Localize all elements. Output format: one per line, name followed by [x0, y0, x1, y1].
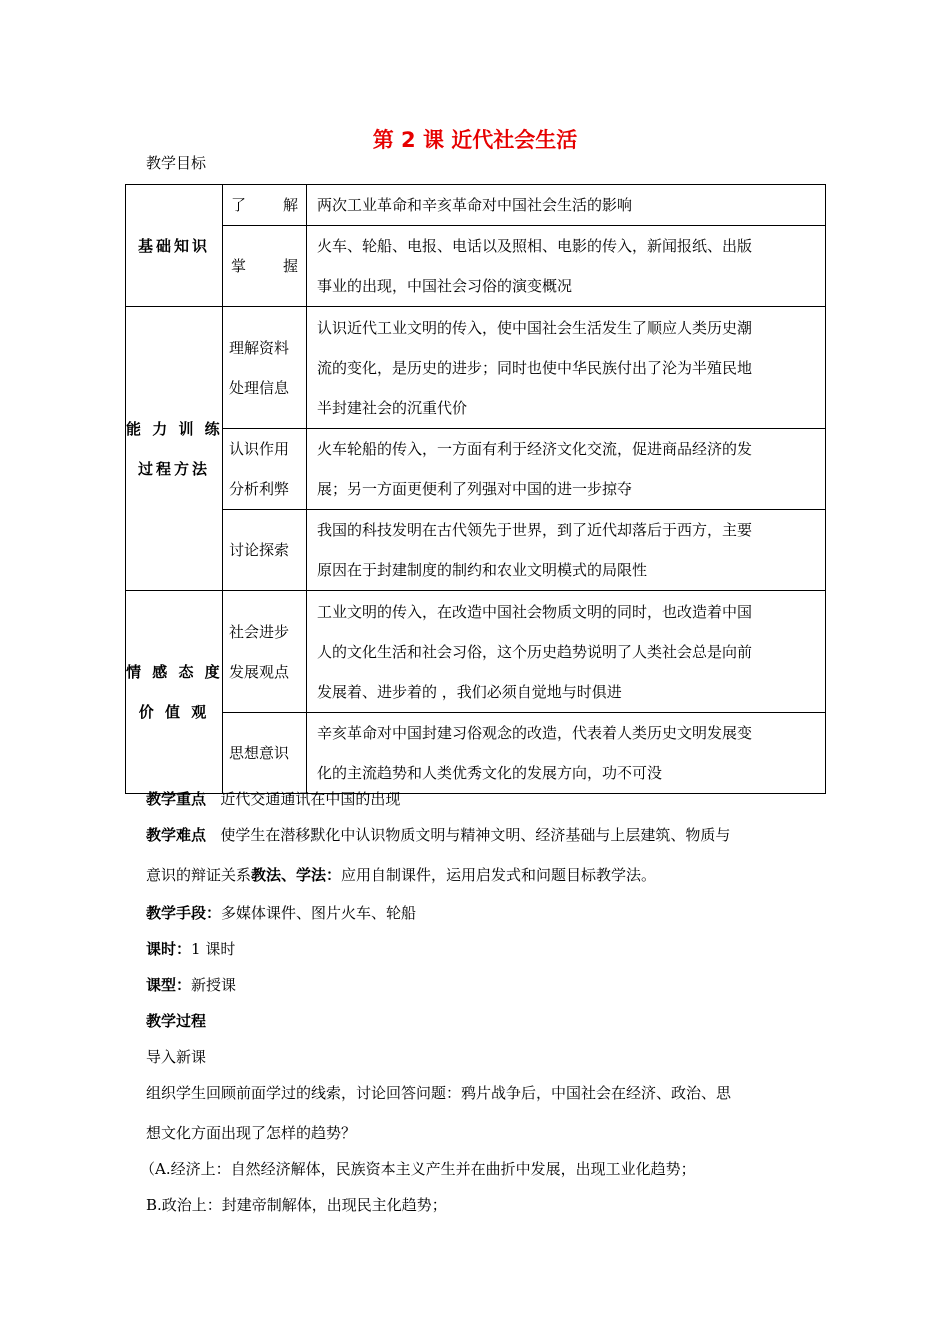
class-type-label: 课型：: [146, 976, 192, 994]
category-emotion-attitude: 情 感 态 度 价 值 观: [126, 591, 223, 794]
teaching-method-text: 应用自制课件，运用启发式和问题目标教学法。: [341, 866, 657, 884]
teaching-goals-label: 教学目标: [146, 154, 207, 172]
answer-line-1: （A.经济上：自然经济解体，民族资本主义产生并在曲折中发展，出现工业化趋势；: [140, 1160, 696, 1178]
answer-line-2: B.政治上：封建帝制解体，出现民主化趋势；: [146, 1196, 447, 1214]
class-type-text: 新授课: [191, 976, 237, 994]
teaching-method: [146, 864, 656, 885]
subcategory-cell: 掌 握: [223, 226, 307, 307]
teaching-focus-text: 近代交通通讯在中国的出现: [220, 790, 401, 808]
objectives-table: [125, 184, 826, 794]
subcategory-cell: 思想意识: [223, 713, 307, 794]
table-row: [126, 185, 826, 226]
teaching-difficulty-label: 教学难点: [146, 826, 207, 844]
content-cell: 辛亥革命对中国封建习俗观念的改造，代表着人类历史文明发展变 化的主流趋势和人类优秀文化的发展方向，功不可没: [307, 713, 826, 794]
class-hours: [146, 938, 235, 959]
table-row: [126, 307, 826, 429]
question-line-2: 想文化方面出现了怎样的趋势？: [146, 1124, 357, 1142]
class-hours-label: 课时：: [146, 940, 192, 958]
content-cell: 火车轮船的传入，一方面有利于经济文化交流，促进商品经济的发 展；另一方面更便利了列强对中国的进一步掠夺: [307, 429, 826, 510]
subcategory-cell: 社会进步 发展观点: [223, 591, 307, 713]
category-ability-training: 能 力 训 练 过程方法: [126, 307, 223, 591]
category-basic-knowledge: 基础知识: [126, 185, 223, 307]
teaching-means-label: 教学手段：: [146, 904, 222, 922]
teaching-difficulty: [146, 824, 730, 845]
intro-label: 导入新课: [146, 1048, 207, 1066]
content-cell: 两次工业革命和辛亥革命对中国社会生活的影响: [307, 185, 826, 226]
class-hours-text: 1 课时: [191, 940, 236, 958]
teaching-difficulty-text: 使学生在潜移默化中认识物质文明与精神文明、经济基础与上层建筑、物质与: [220, 826, 731, 844]
page-title: 第 2 课 近代社会生活: [372, 128, 578, 152]
content-cell: 认识近代工业文明的传入，使中国社会生活发生了顺应人类历史潮 流的变化，是历史的进步；同时也使中华民族付出了沦为半殖民地 半封建社会的沉重代价: [307, 307, 826, 429]
subcategory-cell: 理解资料 处理信息: [223, 307, 307, 429]
table-row: [126, 510, 826, 591]
subcategory-cell: 了 解: [223, 185, 307, 226]
content-cell: 我国的科技发明在古代领先于世界，到了近代却落后于西方，主要 原因在于封建制度的制约和农业文明模式的局限性: [307, 510, 826, 591]
subcategory-cell: 认识作用 分析利弊: [223, 429, 307, 510]
teaching-focus: [146, 788, 400, 809]
teaching-focus-label: 教学重点: [146, 790, 207, 808]
teaching-difficulty-text-2: 意识的辩证关系: [146, 866, 252, 884]
teaching-method-label: 教法、学法：: [251, 866, 342, 884]
teaching-process-label: 教学过程: [146, 1012, 207, 1030]
table-row: [126, 226, 826, 307]
subcategory-cell: 讨论探索: [223, 510, 307, 591]
teaching-means: [146, 902, 416, 923]
teaching-means-text: 多媒体课件、图片火车、轮船: [221, 904, 417, 922]
class-type: [146, 974, 236, 995]
content-cell: 火车、轮船、电报、电话以及照相、电影的传入，新闻报纸、出版 事业的出现，中国社会习俗的演变概况: [307, 226, 826, 307]
question-line-1: 组织学生回顾前面学过的线索，讨论回答问题：鸦片战争后，中国社会在经济、政治、思: [146, 1084, 732, 1102]
table-row: [126, 591, 826, 713]
content-cell: 工业文明的传入，在改造中国社会物质文明的同时，也改造着中国 人的文化生活和社会习俗，这个历史趋势说明了人类社会总是向前 发展着、进步着的 ，我们必须自觉地与时俱进: [307, 591, 826, 713]
table-row: [126, 713, 826, 794]
table-row: [126, 429, 826, 510]
